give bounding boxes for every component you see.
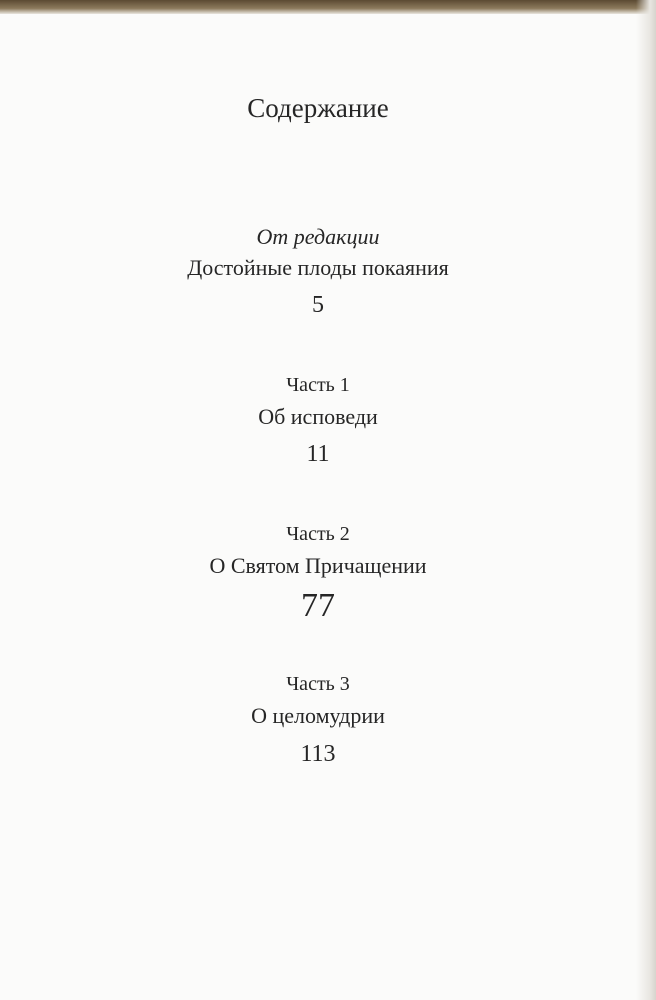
- page-right-edge: [636, 0, 656, 1000]
- part-3-page-number: 113: [300, 741, 336, 767]
- part-1-label: Часть 1: [286, 374, 350, 396]
- part-3-title: О целомудрии: [251, 703, 385, 728]
- preface-title: Достойные плоды покаяния: [187, 255, 449, 280]
- part-3-label: Часть 3: [286, 673, 350, 695]
- part-2-label: Часть 2: [286, 523, 350, 545]
- part-2-title: О Святом Причащении: [209, 553, 427, 578]
- part-2-page-number: 77: [301, 587, 335, 624]
- part-1-title: Об исповеди: [258, 404, 378, 429]
- toc-title: Содержание: [247, 93, 389, 123]
- preface-label: От редакции: [256, 224, 380, 249]
- preface-page-number: 5: [312, 292, 324, 318]
- part-1-page-number: 11: [306, 441, 330, 467]
